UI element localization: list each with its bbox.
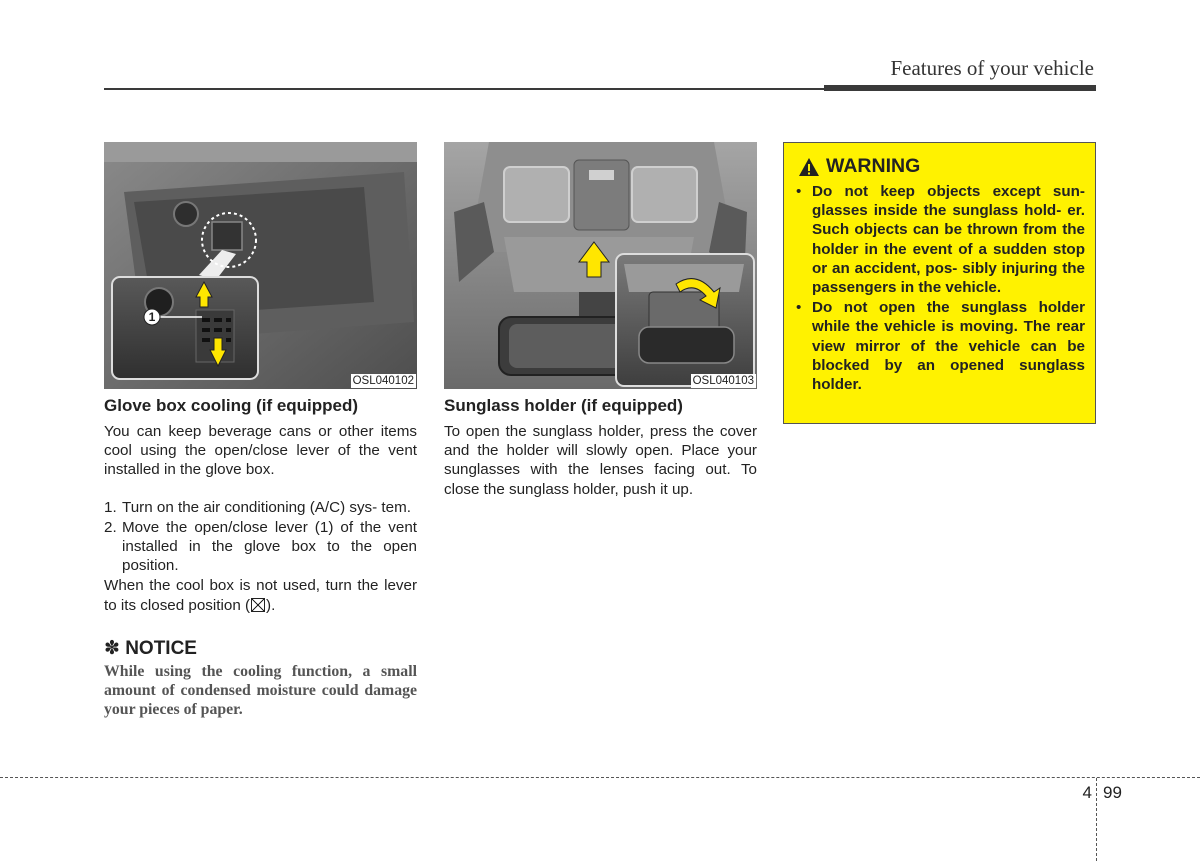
list-item: 1. Turn on the air conditioning (A/C) sys- tem.: [104, 498, 411, 516]
header-rule-accent: [824, 85, 1096, 91]
chapter-number: 4: [1082, 783, 1092, 802]
callout-number: 1: [148, 310, 156, 324]
list-item: • Do not open the sunglass holder while the vehicle is moving. The rear view mirror of the vehicle can be blocked by an opened sunglass holder.: [796, 299, 1085, 394]
section-heading: Sunglass holder (if equipped): [444, 396, 683, 415]
inset-detail: [616, 254, 754, 386]
notice-text: While using the cooling function, a small amount of condensed moisture could damage your pieces of paper.: [104, 662, 417, 718]
page-number: 99: [1103, 783, 1122, 802]
closed-position-icon: [251, 598, 265, 612]
warning-header: [798, 155, 1085, 178]
glove-box-figure: [104, 142, 417, 389]
footer-divider: [1096, 778, 1097, 861]
warning-box: [783, 142, 1096, 424]
notice-title: ✽ NOTICE: [104, 637, 197, 659]
footer-rule: [0, 777, 1200, 778]
header-rule: [104, 88, 824, 90]
figure-code: OSL040103: [692, 375, 754, 387]
page-header-title: Features of your vehicle: [890, 56, 1094, 80]
list-item: • Do not keep objects except sun- glasses inside the sunglass hold- er. Such objects can be thrown from the holder in the event of a sudden stop or an accident, pos- sibly injuring the passengers in the vehicle.: [796, 183, 1085, 297]
glove-box-illustration: [104, 142, 417, 389]
warning-title: WARNING: [826, 155, 921, 177]
intro-paragraph: You can keep beverage cans or other items cool using the open/close lever of the vent installed in the glove box.: [104, 423, 417, 479]
steps-list: [104, 498, 417, 576]
section-heading: Glove box cooling (if equipped): [104, 396, 359, 415]
sunglass-holder-section: [444, 142, 757, 499]
warning-triangle-icon: [798, 157, 820, 177]
warning-list: [794, 182, 1085, 394]
list-item: 2. Move the open/close lever (1) of the vent installed in the glove box to the open position.: [104, 518, 417, 575]
figure-code: OSL040102: [352, 375, 414, 387]
closing-paragraph: When the cool box is not used, turn the lever to its closed position ( ).: [104, 577, 417, 614]
sunglass-holder-illustration: [444, 142, 757, 389]
inset-detail: [112, 277, 258, 379]
glove-box-section: [104, 142, 417, 719]
body-paragraph: To open the sunglass holder, press the cover and the holder will slowly open. Place your sunglasses with the lenses facing out. To close the sunglass holder, push it up.: [444, 423, 757, 498]
sunglass-holder-figure: [444, 142, 757, 389]
